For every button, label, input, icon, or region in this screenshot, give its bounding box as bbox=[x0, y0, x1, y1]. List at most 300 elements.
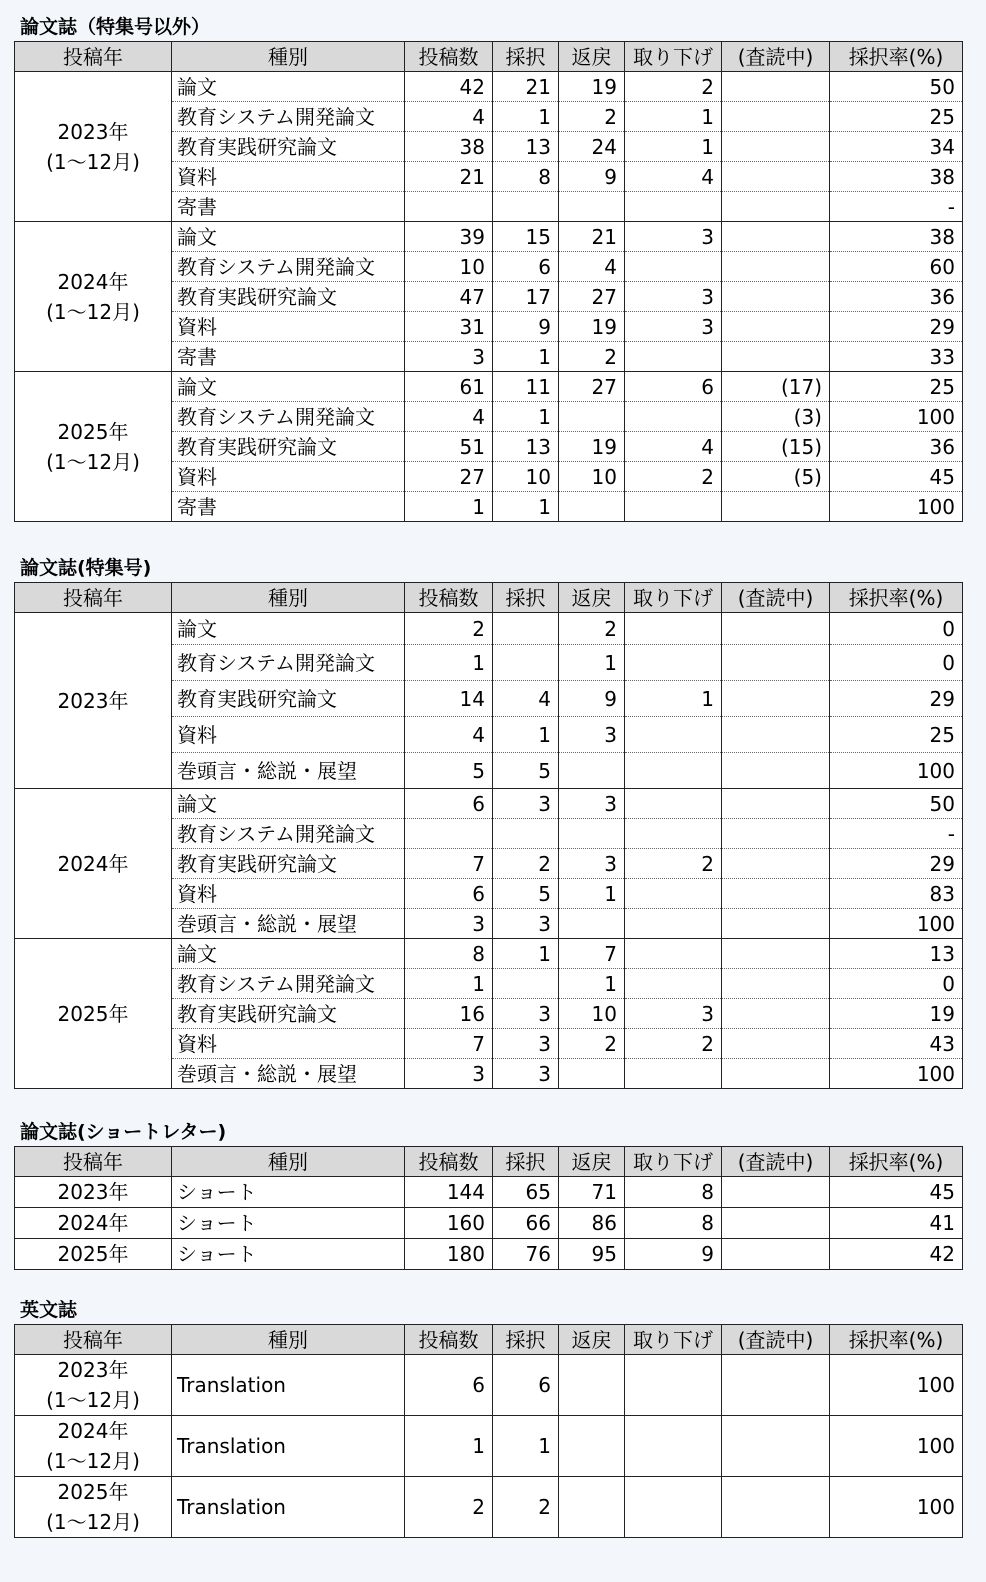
rate-cell: 100 bbox=[830, 492, 963, 522]
type-cell: ショート bbox=[172, 1239, 405, 1270]
reviewing-cell bbox=[722, 1059, 830, 1089]
withdrawn-cell bbox=[625, 342, 722, 372]
returned-cell: 21 bbox=[559, 222, 625, 252]
header-row bbox=[15, 42, 963, 72]
withdrawn-cell bbox=[625, 939, 722, 969]
rate-cell: 25 bbox=[830, 102, 963, 132]
column-header: 採択率(%) bbox=[830, 583, 963, 613]
year-cell bbox=[15, 1477, 172, 1538]
type-cell: 巻頭言・総説・展望 bbox=[172, 909, 405, 939]
year-cell bbox=[15, 372, 172, 522]
reviewing-cell bbox=[722, 192, 830, 222]
type-cell: 教育システム開発論文 bbox=[172, 645, 405, 681]
rate-cell: 100 bbox=[830, 753, 963, 789]
accepted-cell bbox=[493, 645, 559, 681]
submitted-cell: 1 bbox=[405, 969, 493, 999]
reviewing-cell bbox=[722, 1177, 830, 1208]
type-cell: 教育システム開発論文 bbox=[172, 252, 405, 282]
reviewing-cell bbox=[722, 999, 830, 1029]
year-cell bbox=[15, 1239, 172, 1270]
type-cell: 教育実践研究論文 bbox=[172, 849, 405, 879]
submitted-cell: 27 bbox=[405, 462, 493, 492]
type-cell: 資料 bbox=[172, 717, 405, 753]
column-header: 返戻 bbox=[559, 42, 625, 72]
withdrawn-cell: 2 bbox=[625, 849, 722, 879]
accepted-cell: 17 bbox=[493, 282, 559, 312]
returned-cell: 19 bbox=[559, 312, 625, 342]
accepted-cell: 2 bbox=[493, 849, 559, 879]
type-cell: 教育システム開発論文 bbox=[172, 819, 405, 849]
returned-cell: 1 bbox=[559, 645, 625, 681]
reviewing-cell bbox=[722, 909, 830, 939]
rate-cell: 29 bbox=[830, 681, 963, 717]
accepted-cell: 13 bbox=[493, 432, 559, 462]
column-header: (査読中) bbox=[722, 583, 830, 613]
table-row bbox=[15, 1239, 963, 1270]
type-cell: 資料 bbox=[172, 1029, 405, 1059]
year-label: 2025年 bbox=[57, 419, 129, 444]
reviewing-cell: (17) bbox=[722, 372, 830, 402]
rate-cell: 38 bbox=[830, 222, 963, 252]
column-header: 投稿年 bbox=[15, 1147, 172, 1177]
table-row bbox=[15, 1177, 963, 1208]
reviewing-cell bbox=[722, 1239, 830, 1270]
reviewing-cell bbox=[722, 282, 830, 312]
returned-cell: 9 bbox=[559, 162, 625, 192]
returned-cell: 2 bbox=[559, 613, 625, 645]
submitted-cell: 14 bbox=[405, 681, 493, 717]
accepted-cell: 3 bbox=[493, 999, 559, 1029]
column-header: 投稿数 bbox=[405, 583, 493, 613]
type-cell: 教育実践研究論文 bbox=[172, 999, 405, 1029]
column-header: 採択率(%) bbox=[830, 1325, 963, 1355]
section-title: 英文誌 bbox=[20, 1299, 78, 1321]
withdrawn-cell: 2 bbox=[625, 1029, 722, 1059]
type-cell: ショート bbox=[172, 1208, 405, 1239]
header-row bbox=[15, 1325, 963, 1355]
accepted-cell: 9 bbox=[493, 312, 559, 342]
returned-cell: 27 bbox=[559, 282, 625, 312]
withdrawn-cell: 1 bbox=[625, 132, 722, 162]
reviewing-cell bbox=[722, 1029, 830, 1059]
rate-cell: 13 bbox=[830, 939, 963, 969]
returned-cell: 10 bbox=[559, 462, 625, 492]
year-label: 2025年 bbox=[57, 1242, 129, 1266]
column-header: (査読中) bbox=[722, 42, 830, 72]
table-row bbox=[15, 939, 963, 969]
returned-cell: 3 bbox=[559, 717, 625, 753]
year-cell bbox=[15, 222, 172, 372]
column-header: 採択 bbox=[493, 42, 559, 72]
rate-cell: 33 bbox=[830, 342, 963, 372]
returned-cell: 2 bbox=[559, 102, 625, 132]
reviewing-cell: (5) bbox=[722, 462, 830, 492]
column-header: 種別 bbox=[172, 1325, 405, 1355]
rate-cell: 100 bbox=[830, 402, 963, 432]
rate-cell: 36 bbox=[830, 282, 963, 312]
withdrawn-cell bbox=[625, 909, 722, 939]
submitted-cell: 31 bbox=[405, 312, 493, 342]
column-header: 返戻 bbox=[559, 583, 625, 613]
submitted-cell: 5 bbox=[405, 753, 493, 789]
data-table bbox=[14, 1324, 963, 1538]
submitted-cell: 1 bbox=[405, 1416, 493, 1477]
type-cell: 教育システム開発論文 bbox=[172, 102, 405, 132]
accepted-cell: 1 bbox=[493, 939, 559, 969]
returned-cell: 1 bbox=[559, 879, 625, 909]
rate-cell: 100 bbox=[830, 909, 963, 939]
year-label: 2023年 bbox=[57, 119, 129, 144]
column-header: 採択 bbox=[493, 583, 559, 613]
table-row bbox=[15, 1208, 963, 1239]
accepted-cell: 1 bbox=[493, 717, 559, 753]
table-row bbox=[15, 613, 963, 645]
submitted-cell bbox=[405, 819, 493, 849]
type-cell: 寄書 bbox=[172, 492, 405, 522]
rate-cell: 83 bbox=[830, 879, 963, 909]
withdrawn-cell bbox=[625, 969, 722, 999]
year-cell bbox=[15, 1177, 172, 1208]
column-header: 種別 bbox=[172, 1147, 405, 1177]
rate-cell: 41 bbox=[830, 1208, 963, 1239]
column-header: 取り下げ bbox=[625, 1147, 722, 1177]
returned-cell bbox=[559, 909, 625, 939]
reviewing-cell bbox=[722, 819, 830, 849]
submitted-cell: 42 bbox=[405, 72, 493, 102]
reviewing-cell bbox=[722, 162, 830, 192]
returned-cell bbox=[559, 1416, 625, 1477]
withdrawn-cell bbox=[625, 192, 722, 222]
returned-cell: 3 bbox=[559, 849, 625, 879]
type-cell: 教育実践研究論文 bbox=[172, 681, 405, 717]
reviewing-cell bbox=[722, 681, 830, 717]
accepted-cell: 1 bbox=[493, 1416, 559, 1477]
rate-cell: 100 bbox=[830, 1416, 963, 1477]
column-header: 投稿年 bbox=[15, 1325, 172, 1355]
period-label: (1～12月) bbox=[46, 449, 140, 474]
table-row bbox=[15, 1355, 963, 1416]
submitted-cell: 7 bbox=[405, 849, 493, 879]
type-cell: 巻頭言・総説・展望 bbox=[172, 1059, 405, 1089]
returned-cell: 3 bbox=[559, 789, 625, 819]
withdrawn-cell bbox=[625, 1059, 722, 1089]
returned-cell: 4 bbox=[559, 252, 625, 282]
withdrawn-cell: 1 bbox=[625, 102, 722, 132]
returned-cell: 86 bbox=[559, 1208, 625, 1239]
withdrawn-cell bbox=[625, 879, 722, 909]
reviewing-cell bbox=[722, 102, 830, 132]
returned-cell: 19 bbox=[559, 432, 625, 462]
withdrawn-cell: 2 bbox=[625, 72, 722, 102]
reviewing-cell: (3) bbox=[722, 402, 830, 432]
table-row bbox=[15, 372, 963, 402]
submitted-cell: 1 bbox=[405, 645, 493, 681]
column-header: 投稿年 bbox=[15, 42, 172, 72]
accepted-cell bbox=[493, 192, 559, 222]
type-cell: 教育実践研究論文 bbox=[172, 432, 405, 462]
type-cell: 資料 bbox=[172, 162, 405, 192]
rate-cell: 100 bbox=[830, 1059, 963, 1089]
rate-cell: 34 bbox=[830, 132, 963, 162]
reviewing-cell bbox=[722, 72, 830, 102]
accepted-cell bbox=[493, 819, 559, 849]
reviewing-cell bbox=[722, 717, 830, 753]
accepted-cell: 2 bbox=[493, 1477, 559, 1538]
rate-cell: 36 bbox=[830, 432, 963, 462]
submitted-cell: 47 bbox=[405, 282, 493, 312]
column-header: 採択率(%) bbox=[830, 1147, 963, 1177]
withdrawn-cell bbox=[625, 645, 722, 681]
year-cell bbox=[15, 789, 172, 939]
withdrawn-cell: 3 bbox=[625, 222, 722, 252]
accepted-cell: 5 bbox=[493, 753, 559, 789]
reviewing-cell bbox=[722, 492, 830, 522]
accepted-cell: 1 bbox=[493, 102, 559, 132]
year-label: 2024年 bbox=[57, 1419, 129, 1443]
withdrawn-cell bbox=[625, 613, 722, 645]
column-header: 採択 bbox=[493, 1147, 559, 1177]
withdrawn-cell: 1 bbox=[625, 681, 722, 717]
type-cell: 寄書 bbox=[172, 192, 405, 222]
year-label: 2023年 bbox=[57, 688, 129, 713]
withdrawn-cell: 8 bbox=[625, 1177, 722, 1208]
returned-cell: 10 bbox=[559, 999, 625, 1029]
reviewing-cell bbox=[722, 132, 830, 162]
year-label: 2023年 bbox=[57, 1358, 129, 1382]
type-cell: 論文 bbox=[172, 613, 405, 645]
submitted-cell: 39 bbox=[405, 222, 493, 252]
submitted-cell: 16 bbox=[405, 999, 493, 1029]
submitted-cell: 4 bbox=[405, 717, 493, 753]
returned-cell: 7 bbox=[559, 939, 625, 969]
rate-cell: 19 bbox=[830, 999, 963, 1029]
column-header: 返戻 bbox=[559, 1147, 625, 1177]
type-cell: 論文 bbox=[172, 72, 405, 102]
type-cell: Translation bbox=[172, 1477, 405, 1538]
rate-cell: 42 bbox=[830, 1239, 963, 1270]
year-label: 2024年 bbox=[57, 269, 129, 294]
accepted-cell: 66 bbox=[493, 1208, 559, 1239]
section-title: 論文誌(ショートレター) bbox=[20, 1121, 227, 1143]
submitted-cell: 6 bbox=[405, 879, 493, 909]
rate-cell: 38 bbox=[830, 162, 963, 192]
type-cell: ショート bbox=[172, 1177, 405, 1208]
reviewing-cell bbox=[722, 1355, 830, 1416]
rate-cell: 0 bbox=[830, 645, 963, 681]
withdrawn-cell: 4 bbox=[625, 432, 722, 462]
period-label: (1～12月) bbox=[46, 149, 140, 174]
column-header: 投稿数 bbox=[405, 42, 493, 72]
reviewing-cell bbox=[722, 645, 830, 681]
accepted-cell: 3 bbox=[493, 789, 559, 819]
table-row bbox=[15, 1416, 963, 1477]
submitted-cell: 3 bbox=[405, 1059, 493, 1089]
table-row bbox=[15, 789, 963, 819]
accepted-cell: 6 bbox=[493, 252, 559, 282]
submitted-cell: 61 bbox=[405, 372, 493, 402]
header-row bbox=[15, 583, 963, 613]
rate-cell: 45 bbox=[830, 1177, 963, 1208]
returned-cell: 24 bbox=[559, 132, 625, 162]
year-label: 2024年 bbox=[57, 1211, 129, 1235]
rate-cell: 50 bbox=[830, 789, 963, 819]
section-title: 論文誌(特集号) bbox=[20, 557, 152, 579]
rate-cell: 29 bbox=[830, 849, 963, 879]
accepted-cell bbox=[493, 613, 559, 645]
submitted-cell: 160 bbox=[405, 1208, 493, 1239]
reviewing-cell bbox=[722, 753, 830, 789]
reviewing-cell: (15) bbox=[722, 432, 830, 462]
accepted-cell: 13 bbox=[493, 132, 559, 162]
withdrawn-cell: 3 bbox=[625, 282, 722, 312]
rate-cell: 25 bbox=[830, 717, 963, 753]
withdrawn-cell bbox=[625, 717, 722, 753]
withdrawn-cell: 9 bbox=[625, 1239, 722, 1270]
accepted-cell: 3 bbox=[493, 909, 559, 939]
type-cell: 資料 bbox=[172, 312, 405, 342]
returned-cell bbox=[559, 402, 625, 432]
header-row bbox=[15, 1147, 963, 1177]
rate-cell: 60 bbox=[830, 252, 963, 282]
rate-cell: 100 bbox=[830, 1477, 963, 1538]
returned-cell bbox=[559, 1059, 625, 1089]
year-label: 2025年 bbox=[57, 1480, 129, 1504]
type-cell: 教育実践研究論文 bbox=[172, 132, 405, 162]
submitted-cell: 51 bbox=[405, 432, 493, 462]
returned-cell: 71 bbox=[559, 1177, 625, 1208]
submitted-cell: 7 bbox=[405, 1029, 493, 1059]
column-header: (査読中) bbox=[722, 1147, 830, 1177]
submitted-cell: 6 bbox=[405, 1355, 493, 1416]
reviewing-cell bbox=[722, 1477, 830, 1538]
type-cell: 教育実践研究論文 bbox=[172, 282, 405, 312]
year-cell bbox=[15, 1208, 172, 1239]
submitted-cell: 38 bbox=[405, 132, 493, 162]
returned-cell: 1 bbox=[559, 969, 625, 999]
submitted-cell: 4 bbox=[405, 102, 493, 132]
withdrawn-cell: 3 bbox=[625, 312, 722, 342]
reviewing-cell bbox=[722, 939, 830, 969]
accepted-cell: 1 bbox=[493, 342, 559, 372]
returned-cell bbox=[559, 192, 625, 222]
withdrawn-cell bbox=[625, 1355, 722, 1416]
accepted-cell: 21 bbox=[493, 72, 559, 102]
column-header: (査読中) bbox=[722, 1325, 830, 1355]
submitted-cell: 2 bbox=[405, 613, 493, 645]
submitted-cell: 6 bbox=[405, 789, 493, 819]
type-cell: 論文 bbox=[172, 789, 405, 819]
column-header: 種別 bbox=[172, 583, 405, 613]
submitted-cell: 8 bbox=[405, 939, 493, 969]
reviewing-cell bbox=[722, 879, 830, 909]
submitted-cell: 2 bbox=[405, 1477, 493, 1538]
reviewing-cell bbox=[722, 222, 830, 252]
year-cell bbox=[15, 939, 172, 1089]
withdrawn-cell bbox=[625, 402, 722, 432]
column-header: 返戻 bbox=[559, 1325, 625, 1355]
rate-cell: 50 bbox=[830, 72, 963, 102]
submitted-cell: 21 bbox=[405, 162, 493, 192]
accepted-cell: 76 bbox=[493, 1239, 559, 1270]
returned-cell: 2 bbox=[559, 342, 625, 372]
reviewing-cell bbox=[722, 1208, 830, 1239]
returned-cell: 27 bbox=[559, 372, 625, 402]
submitted-cell: 144 bbox=[405, 1177, 493, 1208]
type-cell: Translation bbox=[172, 1416, 405, 1477]
withdrawn-cell bbox=[625, 1477, 722, 1538]
returned-cell: 19 bbox=[559, 72, 625, 102]
type-cell: 教育システム開発論文 bbox=[172, 402, 405, 432]
withdrawn-cell: 6 bbox=[625, 372, 722, 402]
type-cell: Translation bbox=[172, 1355, 405, 1416]
withdrawn-cell: 4 bbox=[625, 162, 722, 192]
accepted-cell: 5 bbox=[493, 879, 559, 909]
submitted-cell: 10 bbox=[405, 252, 493, 282]
data-table bbox=[14, 1146, 963, 1270]
submitted-cell: 3 bbox=[405, 342, 493, 372]
rate-cell: 100 bbox=[830, 1355, 963, 1416]
accepted-cell: 11 bbox=[493, 372, 559, 402]
reviewing-cell bbox=[722, 312, 830, 342]
rate-cell: - bbox=[830, 192, 963, 222]
column-header: 取り下げ bbox=[625, 1325, 722, 1355]
accepted-cell: 8 bbox=[493, 162, 559, 192]
returned-cell bbox=[559, 492, 625, 522]
section-title: 論文誌（特集号以外） bbox=[20, 16, 211, 38]
reviewing-cell bbox=[722, 789, 830, 819]
withdrawn-cell bbox=[625, 789, 722, 819]
accepted-cell: 6 bbox=[493, 1355, 559, 1416]
withdrawn-cell: 8 bbox=[625, 1208, 722, 1239]
rate-cell: 0 bbox=[830, 613, 963, 645]
reviewing-cell bbox=[722, 1416, 830, 1477]
rate-cell: 43 bbox=[830, 1029, 963, 1059]
column-header: 投稿年 bbox=[15, 583, 172, 613]
returned-cell bbox=[559, 1355, 625, 1416]
column-header: 種別 bbox=[172, 42, 405, 72]
period-label: (1～12月) bbox=[46, 299, 140, 324]
reviewing-cell bbox=[722, 252, 830, 282]
returned-cell: 95 bbox=[559, 1239, 625, 1270]
reviewing-cell bbox=[722, 969, 830, 999]
reviewing-cell bbox=[722, 613, 830, 645]
returned-cell bbox=[559, 819, 625, 849]
returned-cell: 9 bbox=[559, 681, 625, 717]
type-cell: 論文 bbox=[172, 222, 405, 252]
column-header: 取り下げ bbox=[625, 42, 722, 72]
rate-cell: 29 bbox=[830, 312, 963, 342]
type-cell: 資料 bbox=[172, 879, 405, 909]
year-cell bbox=[15, 72, 172, 222]
year-cell bbox=[15, 613, 172, 789]
withdrawn-cell: 2 bbox=[625, 462, 722, 492]
rate-cell: 0 bbox=[830, 969, 963, 999]
type-cell: 巻頭言・総説・展望 bbox=[172, 753, 405, 789]
data-table bbox=[14, 582, 963, 1089]
withdrawn-cell bbox=[625, 753, 722, 789]
data-table bbox=[14, 41, 963, 522]
column-header: 投稿数 bbox=[405, 1325, 493, 1355]
accepted-cell: 4 bbox=[493, 681, 559, 717]
reviewing-cell bbox=[722, 342, 830, 372]
accepted-cell bbox=[493, 969, 559, 999]
period-label: (1～12月) bbox=[46, 1449, 140, 1473]
withdrawn-cell bbox=[625, 819, 722, 849]
rate-cell: - bbox=[830, 819, 963, 849]
accepted-cell: 10 bbox=[493, 462, 559, 492]
column-header: 採択 bbox=[493, 1325, 559, 1355]
submitted-cell: 180 bbox=[405, 1239, 493, 1270]
